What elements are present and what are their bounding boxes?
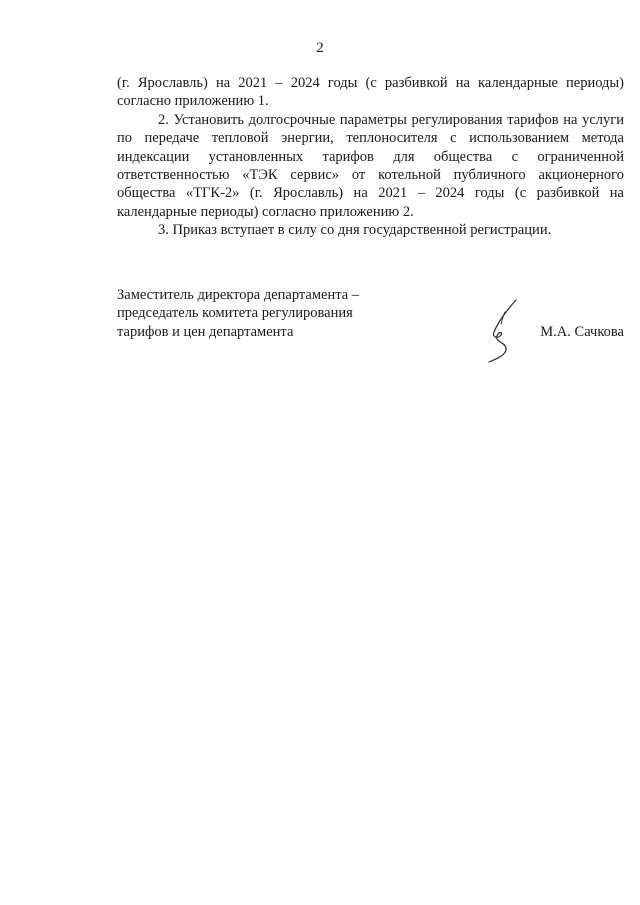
signer-title (117, 286, 359, 341)
paragraph-item-2: 2. Установить долгосрочные параметры регулирования тарифов на услуги по передаче тепловой энергии, теплоносителя с использованием метода индексации установленных тарифов для общества с ограниченной ответственностью «ТЭК сервис» от котельной публичного акционерного общества «ТГК-2» (г. Ярославль) на 2021 – 2024 годы (с разбивкой на календарные периоды) согласно приложению 2. (117, 111, 624, 220)
document-body (117, 74, 624, 240)
signer-name: М.А. Сачкова (540, 324, 624, 340)
signer-title-line: председатель комитета регулирования (117, 305, 353, 322)
paragraph-continuation: (г. Ярославль) на 2021 – 2024 годы (с разбивкой на календарные периоды) согласно приложению 1. (117, 75, 624, 110)
signature-block (117, 286, 624, 366)
handwritten-signature (485, 298, 525, 364)
paragraph-item-3: 3. Приказ вступает в силу со дня государственной регистрации. (158, 222, 552, 239)
signer-title-line: тарифов и цен департамента (117, 323, 294, 340)
page-number: 2 (316, 40, 324, 56)
signer-title-line: Заместитель директора департамента – (117, 287, 360, 303)
